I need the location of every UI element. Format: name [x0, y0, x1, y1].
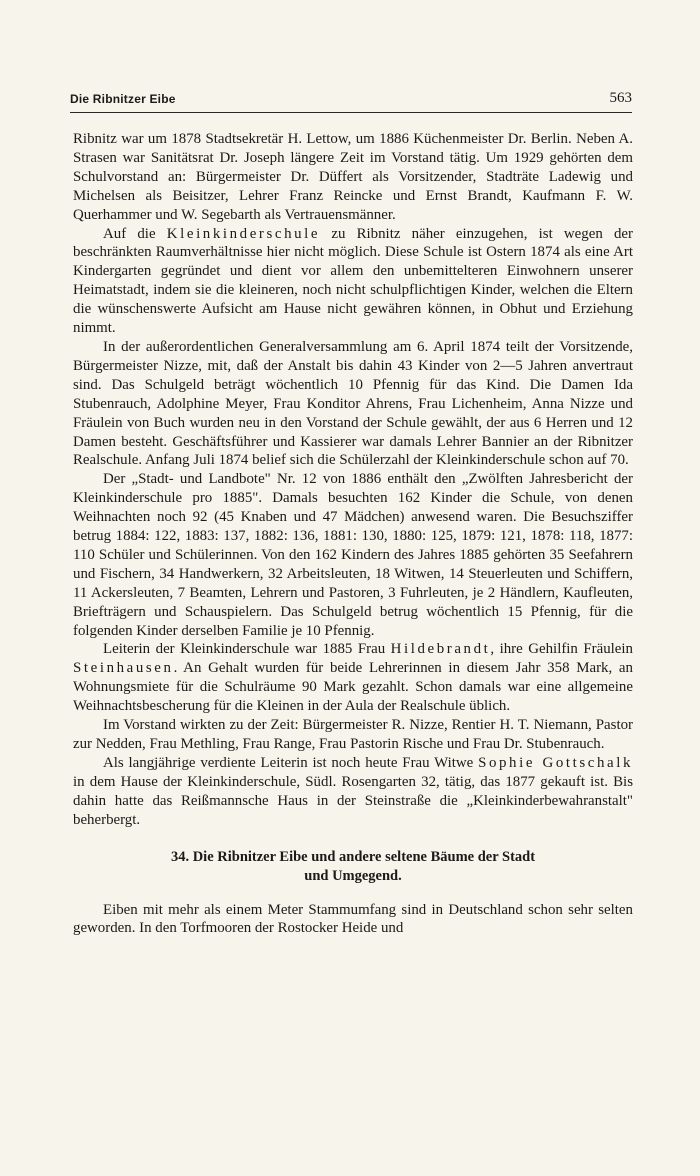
paragraph-kindergarten-intro: [73, 225, 633, 338]
section-heading-line-1: 34. Die Ribnitzer Eibe und andere seltene Bäume der Stadt: [170, 848, 536, 865]
paragraph-school-board: Ribnitz war um 1878 Stadtsekretär H. Lettow, um 1886 Küchenmeister Dr. Berlin. Neben A. Strasen war Sanitätsrat Dr. Joseph längere Zeit im Vorstand tätig. Um 1929 gehörten dem Schulvorstand an: Bürgermeister Dr. Düffert als Vorsitzender, Stadträte Ladewig und Michelsen als Beisitzer, Lehrer Franz Reincke und Ernst Brandt, Kaufmann F. W. Querhammer und W. Segebarth als Vertrauensmänner.: [73, 131, 633, 223]
running-head-title: Die Ribnitzer Eibe: [70, 92, 176, 106]
running-head: [70, 90, 632, 110]
paragraph-board-members: Im Vorstand wirkten zu der Zeit: Bürgermeister R. Nizze, Rentier H. T. Niemann, Pastor zur Nedden, Frau Methling, Frau Range, Frau Pastorin Rische und Frau Dr. Stubenrauch.: [73, 717, 633, 752]
spaced-name: Hildebrandt: [390, 641, 491, 658]
page-number: 563: [609, 90, 632, 106]
spaced-name: Sophie Gottschalk: [478, 754, 633, 771]
text-run: Als langjährige verdiente Leiterin ist noch heute Frau Witwe: [103, 754, 479, 771]
header-rule: [70, 112, 632, 113]
text-run: Auf die: [103, 225, 167, 242]
paragraph-annual-report: Der „Stadt- und Landbote" Nr. 12 von 1886 enthält den „Zwölften Jahresbericht der Kleinkinderschule pro 1885". Damals besuchten 162 Kinder die Schule, von denen Weihnachten noch 92 (45 Knaben und 47 Mädchen) anwesend waren. Die Besuchsziffer betrug 1884: 122, 1883: 137, 1882: 136, 1881: 130, 1880: 125, 1879: 121, 1878: 118, 1877: 110 Schüler und Schülerinnen. Von den 162 Kindern des Jahres 1885 gehörten 35 Seefahrern und Fischern, 34 Handwerkern, 32 Arbeitsleuten, 18 Witwen, 14 Steuerleuten und Schiffern, 11 Ackersleuten, 7 Beamten, Lehrern und Pastoren, 3 Fuhrleuten, je 2 Händlern, Kaufleuten, Briefträgern und Schauspielern. Das Schulgeld betrug wöchentlich 15 Pfennig, für die folgenden Kinder derselben Familie je 10 Pfennig.: [73, 471, 633, 639]
text-run: in dem Hause der Kleinkinderschule, Südl. Rosengarten 32, tätig, das 1877 gekauft ist. Bis dahin hatte das Reißmannsche Haus in der Steinstraße die „Kleinkinderbewahranstalt" beherbergt.: [73, 773, 633, 828]
paragraph-general-assembly: In der außerordentlichen Generalversammlung am 6. April 1874 teilt der Vorsitzende, Bürgermeister Nizze, mit, daß der Anstalt bis dahin 43 Kinder von 2—5 Jahren anvertraut sind. Das Schulgeld beträgt wöchentlich 10 Pfennig für das Kind. Die Damen Ida Stubenrauch, Adolphine Meyer, Frau Konditor Ahrens, Frau Lichenheim, Anna Nizze und Fräulein von Buch wurden neu in den Vorstand der Schule gewählt, der aus 6 Herren und 12 Damen besteht. Geschäftsführer und Kassierer war damals Lehrer Bannier an der Ribnitzer Realschule. Anfang Juli 1874 belief sich die Schülerzahl der Kleinkinderschule schon auf 70.: [73, 338, 633, 469]
section-heading-line-2: und Umgegend.: [304, 867, 402, 884]
text-run: zu Ribnitz näher einzugehen, ist wegen der beschränkten Raumverhältnisse hier nicht möglich. Diese Schule ist Ostern 1874 als eine Art Kindergarten gegründet und dient vor allem den unbemittelteren Einwohnern unserer Heimatstadt, indem sie die kleineren, noch nicht schulpflichtigen Kinder, welchen die Eltern die wünschenswerte Aufsicht am Hause nicht gewähren können, in Obhut und Erziehung nimmt.: [73, 225, 633, 337]
text-run: , ihre Gehilfin Fräulein: [490, 641, 633, 658]
spaced-name: Steinhausen: [73, 660, 174, 677]
section-heading: [73, 848, 633, 886]
text-run: . An Gehalt wurden für beide Lehrerinnen in diesem Jahr 358 Mark, an Wohnungsmiete für die Schulräume 90 Mark gezahlt. Schon damals war eine allgemeine Weihnachtsbescherung für die Kleinen in der Aula der Realschule üblich.: [73, 660, 633, 715]
body-text: [73, 130, 633, 938]
paragraph-current-director: [73, 754, 633, 830]
spaced-term: Kleinkinderschule: [166, 225, 321, 242]
text-run: Leiterin der Kleinkinderschule war 1885 Frau: [103, 641, 391, 658]
paragraph-teachers: [73, 640, 633, 716]
paragraph-yew-intro: Eiben mit mehr als einem Meter Stammumfang sind in Deutschland schon sehr selten geworden. In den Torfmooren der Rostocker Heide und: [73, 901, 633, 937]
